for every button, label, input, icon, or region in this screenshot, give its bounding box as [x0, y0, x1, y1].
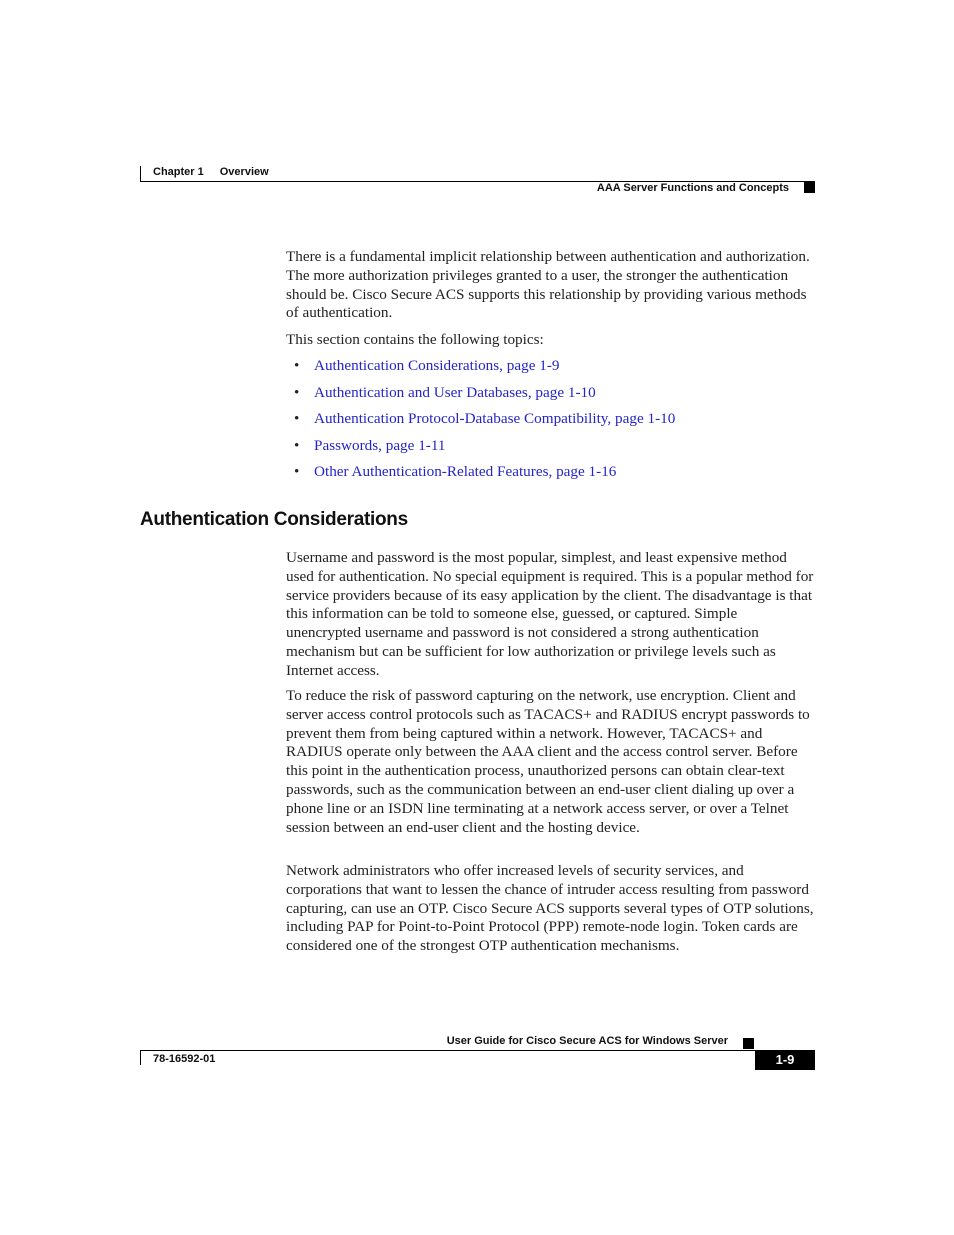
list-item — [286, 384, 675, 411]
list-item — [286, 437, 675, 464]
bullet-marker: • — [294, 463, 300, 480]
footer-square-marker — [743, 1038, 754, 1049]
header-square-marker — [804, 182, 815, 193]
section-heading: Authentication Considerations — [140, 509, 408, 530]
bullet-marker: • — [294, 436, 300, 454]
list-item — [286, 410, 675, 437]
section-paragraph: To reduce the risk of password capturing on the network, use encryption. Client and server access control protocols such as TACACS+ and RADIUS encrypt passwords to prevent them from being captured within a network. However, TACACS+ and RADIUS operate only between the AAA client and the access control server. Before this point in the authentication process, unauthorized persons can obtain clear-text passwords, such as the communication between an end-user client dialing up over a phone line or an ISDN line terminating at a network access server, or over a Telnet session between an end-user client and the hosting device. — [286, 687, 810, 836]
topics-lead: This section contains the following topics: — [286, 331, 544, 348]
page-number: 1-9 — [755, 1050, 815, 1070]
chapter-number: Chapter 1 — [153, 166, 204, 178]
list-item — [286, 463, 675, 490]
bullet-marker: • — [294, 383, 300, 401]
bullet-marker: • — [294, 410, 300, 427]
footer-guide-title: User Guide for Cisco Secure ACS for Windows Server — [446, 1035, 728, 1047]
topic-link-authentication-considerations[interactable]: Authentication Considerations, page 1-9 — [314, 357, 560, 374]
intro-block — [286, 248, 816, 323]
section-paragraph: Username and password is the most popular, simplest, and least expensive method used for authentication. No special equipment is required. This is a popular method for service providers because of its easy application by the client. The disadvantage is that this information can be told to someone else, guessed, or captured. Simple unencrypted username and password is not considered a strong authentication mechanism but can be sufficient for low authorization or privilege levels such as Internet access. — [286, 549, 814, 679]
topics-lead-block — [286, 331, 816, 350]
section-paragraph-2-block — [286, 687, 816, 837]
footer-rule — [140, 1050, 815, 1051]
section-paragraph-1-block — [286, 549, 816, 681]
topic-link-protocol-database-compatibility[interactable]: Authentication Protocol-Database Compatibility, page 1-10 — [314, 410, 676, 427]
topic-link-authentication-user-databases[interactable]: Authentication and User Databases, page 1-10 — [314, 383, 596, 401]
topics-list — [286, 357, 675, 490]
bullet-marker: • — [294, 357, 300, 374]
footer-tick-mark — [140, 1050, 141, 1065]
running-header-section: AAA Server Functions and Concepts — [596, 182, 789, 194]
section-paragraph-3-block — [286, 862, 816, 956]
section-paragraph: Network administrators who offer increased levels of security services, and corporations that want to lessen the chance of intruder access resulting from password capturing, can use an OTP. Cisco Secure ACS supports several types of OTP solutions, including PAP for Point-to-Point Protocol (PPP) remote-node login. Token cards are considered one of the strongest OTP authentication mechanisms. — [286, 862, 814, 955]
topic-link-passwords[interactable]: Passwords, page 1-11 — [314, 436, 446, 454]
topic-link-other-authentication-features[interactable]: Other Authentication-Related Features, page 1-16 — [314, 463, 617, 480]
running-header-chapter — [153, 166, 269, 178]
intro-paragraph: There is a fundamental implicit relationship between authentication and authorization. The more authorization privileges granted to a user, the stronger the authentication should be. Cisco Secure ACS supports this relationship by providing various methods of authentication. — [286, 248, 810, 322]
footer-doc-number: 78-16592-01 — [153, 1053, 216, 1065]
list-item — [286, 357, 675, 384]
chapter-title: Overview — [219, 166, 269, 178]
header-tick-mark — [140, 166, 141, 181]
